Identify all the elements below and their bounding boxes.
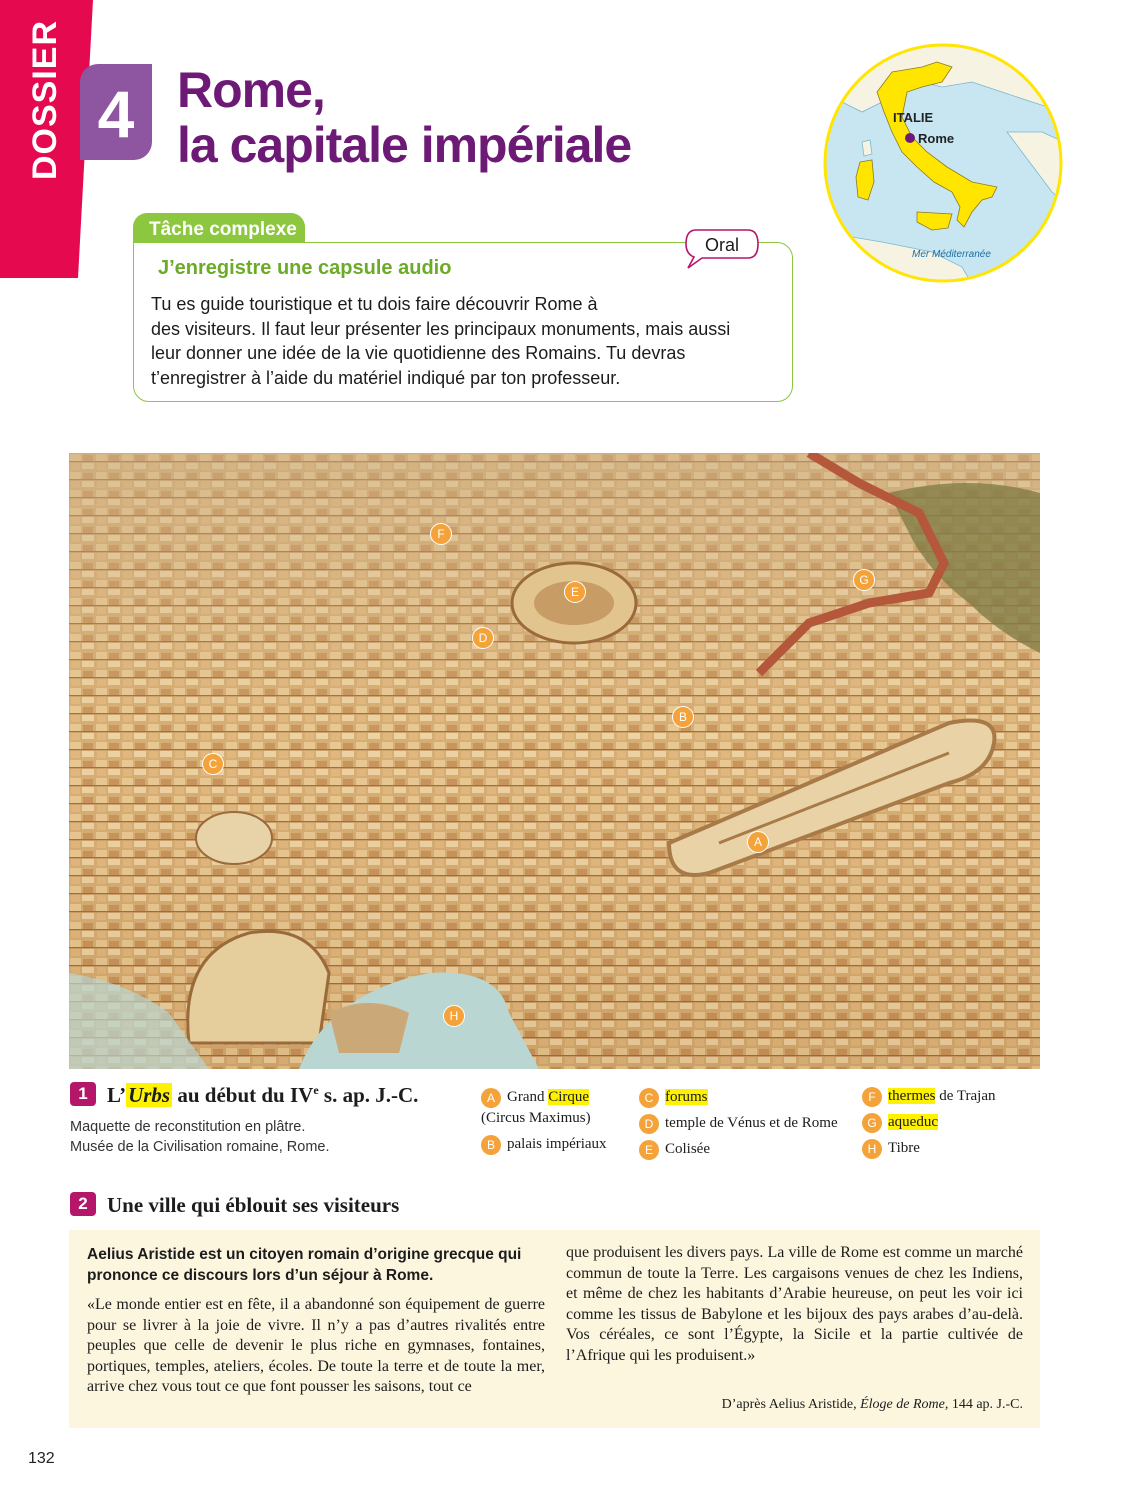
doc1-title-sup: e — [313, 1083, 319, 1097]
page-title-line1: Rome, — [177, 62, 325, 118]
dossier-label: DOSSIER — [26, 19, 64, 180]
rome-model-illustration — [69, 453, 1040, 1069]
illustration-marker-f: F — [430, 523, 452, 545]
doc1-title-highlight: Urbs — [128, 1083, 171, 1107]
page-number: 132 — [28, 1450, 55, 1467]
map-sea-label: Mer Méditerranée — [912, 249, 991, 260]
legend-item-c — [639, 1087, 708, 1108]
legend-item-h — [862, 1138, 920, 1159]
legend-item-a — [481, 1087, 591, 1128]
illustration-marker-e: E — [564, 581, 586, 603]
task-body-line: Tu es guide touristique et tu dois faire découvrir Rome à — [151, 294, 598, 314]
page-title-line2: la capitale impériale — [177, 117, 632, 173]
legend-highlight: thermes — [888, 1088, 936, 1104]
task-body-line: leur donner une idée de la vie quotidienne des Romains. Tu devras — [151, 343, 686, 363]
legend-item-g — [862, 1112, 938, 1133]
legend-text: Grand — [507, 1089, 549, 1105]
doc2-intro: Aelius Aristide est un citoyen romain d’origine grecque qui prononce ce discours lors d’un séjour à Rome. — [87, 1246, 522, 1284]
source-suffix: 144 ap. J.-C. — [948, 1397, 1023, 1412]
doc2-number-badge: 2 — [70, 1192, 96, 1216]
task-tab: Tâche complexe — [133, 213, 305, 247]
legend-text: Colisée — [665, 1141, 710, 1157]
chapter-number: 4 — [80, 64, 152, 160]
map-country-label: ITALIE — [893, 110, 934, 125]
legend-marker: G — [862, 1113, 882, 1133]
legend-item-b — [481, 1134, 607, 1155]
doc2-text-column1: «Le monde entier est en fête, il a abandonné son équipement de guerre pour se livrer à la joie de vivre. Il n’y a pas d’autres rivalités entre peuples que celle de devenir le plus riche en gymnases, fontaines, portiques, temples, ateliers, écoles. De toute la terre et de toute la mer, arrive chez vous tout ce que font pousser les saisons, tout ce — [87, 1296, 545, 1395]
legend-marker: F — [862, 1087, 882, 1107]
legend-marker: B — [481, 1135, 501, 1155]
source-title: Éloge de Rome, — [860, 1397, 949, 1412]
legend-text-post: de Trajan — [935, 1088, 996, 1104]
illustration-marker-d: D — [472, 627, 494, 649]
doc1-title-suffix: au début du IV — [172, 1083, 314, 1107]
legend-text: Tibre — [888, 1140, 920, 1156]
legend-item-e — [639, 1139, 710, 1160]
doc2-source — [660, 1397, 1023, 1413]
legend-highlight: forums — [665, 1089, 708, 1105]
illustration-marker-g: G — [853, 569, 875, 591]
doc1-subtitle-line2: Musée de la Civilisation romaine, Rome. — [70, 1139, 330, 1155]
doc1-subtitle-line1: Maquette de reconstitution en plâtre. — [70, 1119, 306, 1135]
legend-marker: A — [481, 1088, 501, 1108]
task-body-line: t’enregistrer à l’aide du matériel indiqué par ton professeur. — [151, 367, 621, 388]
task-body — [151, 292, 771, 390]
illustration-marker-c: C — [202, 753, 224, 775]
legend-text: temple de Vénus et de Rome — [665, 1115, 838, 1131]
legend-marker: H — [862, 1139, 882, 1159]
doc2-text-column2: que produisent les divers pays. La ville de Rome est comme un marché commun de toute la Terre. Les cargaisons venues de chez les Indiens, et même de chez les habitants d’Arabie heureuse, on peut les voir ici comme les tissus de Babylone et les bijoux des pays arabes d’au-delà. Vos céréales, ce sont l’Égypte, la Sicile et la partie cultivée de l’Afrique qui les produisent.» — [566, 1244, 1023, 1364]
legend-text: palais impériaux — [507, 1136, 607, 1152]
legend-item-d — [639, 1113, 838, 1134]
doc1-number-badge: 1 — [70, 1082, 96, 1106]
legend-item-f — [862, 1086, 995, 1107]
illustration-marker-a: A — [747, 831, 769, 853]
legend-line2: (Circus Maximus) — [481, 1109, 591, 1126]
italy-locator-map — [822, 42, 1064, 284]
illustration-marker-h: H — [443, 1005, 465, 1027]
legend-highlight: Cirque — [548, 1089, 590, 1105]
oral-label: Oral — [704, 235, 740, 255]
doc1-title-end: s. ap. J.-C. — [318, 1083, 419, 1107]
map-city-label: Rome — [918, 131, 955, 146]
legend-highlight: aqueduc — [888, 1114, 938, 1130]
illustration-marker-b: B — [672, 706, 694, 728]
legend-marker: E — [639, 1140, 659, 1160]
doc1-title-prefix: L’ — [107, 1083, 127, 1107]
legend-marker: D — [639, 1114, 659, 1134]
source-prefix: D’après Aelius Aristide, — [721, 1397, 861, 1412]
doc2-title: Une ville qui éblouit ses visiteurs — [107, 1193, 400, 1217]
doc1-title — [107, 1083, 418, 1108]
task-body-line: des visiteurs. Il faut leur présenter les principaux monuments, mais aussi — [151, 318, 731, 339]
task-heading: J’enregistre une capsule audio — [158, 257, 452, 279]
oral-speech-bubble-icon — [682, 226, 762, 270]
legend-marker: C — [639, 1088, 659, 1108]
